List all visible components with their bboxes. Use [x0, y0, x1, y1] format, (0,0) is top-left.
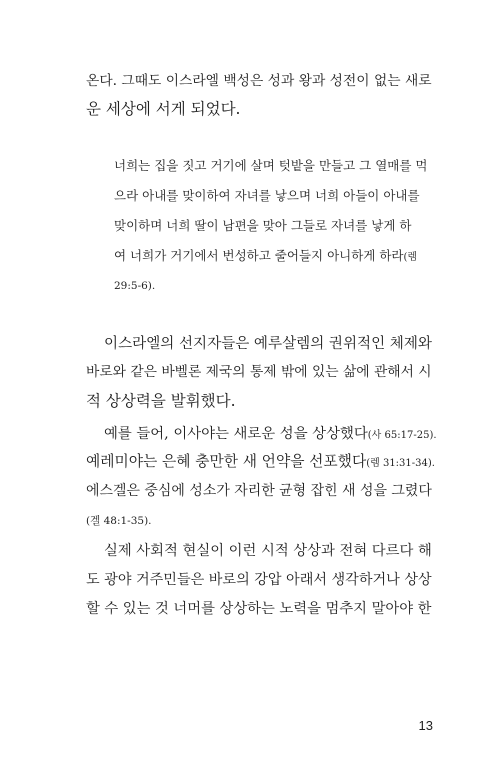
body-text-line — [104, 424, 437, 446]
quote-text-line: 맞이하며 너희 딸이 남편을 맞아 그들로 자녀를 낳게 하 — [114, 218, 412, 233]
body-text: 예레미야는 은혜 충만한 새 언약을 선포했다 — [86, 453, 367, 470]
body-text: 예를 들어, 이사야는 새로운 성을 상상했다 — [104, 426, 368, 442]
scripture-citation: (사 65:17-25). — [367, 430, 437, 441]
quote-text-line — [114, 247, 417, 267]
scripture-citation: 29:5-6). — [114, 280, 156, 292]
body-text-line: 실제 사회적 현실이 이런 시적 상상과 전혀 다르다 해 — [104, 543, 432, 559]
scripture-citation: (렘 31:31-34). — [366, 458, 435, 469]
page-number: 13 — [418, 718, 433, 733]
body-text-line: 온다. 그때도 이스라엘 백성은 성과 왕과 성전이 없는 새로 — [86, 73, 432, 89]
body-text-line: 에스겔은 중심에 성소가 자리한 균형 잡힌 새 성을 그렸다 — [86, 483, 432, 499]
quote-text-line: 너희는 집을 짓고 거기에 살며 텃밭을 만들고 그 열매를 먹 — [114, 158, 428, 173]
body-text-line: 적 상상력을 발휘했다. — [86, 392, 236, 410]
quote-text-line: 으라 아내를 맞이하여 자녀를 낳으며 너희 아들이 아내를 — [114, 188, 420, 203]
quote-text: 여 너희가 거기에서 번성하고 줄어들지 아니하게 하라 — [114, 248, 404, 263]
scripture-citation: (렘 — [403, 252, 418, 263]
body-text-line: 할 수 있는 것 너머를 상상하는 노력을 멈추지 말아야 한 — [86, 601, 432, 617]
body-text-line: 도 광야 거주민들은 바로의 강압 아래서 생각하거나 상상 — [86, 572, 432, 588]
body-text-line — [86, 452, 435, 474]
body-text-line: 운 세상에 서게 되었다. — [86, 100, 241, 118]
scripture-citation: (겔 48:1-35). — [86, 515, 152, 527]
body-text-line: 바로와 같은 바벨론 제국의 통제 밖에 있는 삶에 관해서 시 — [86, 364, 432, 380]
body-text-line: 이스라엘의 선지자들은 예루살렘의 권위적인 체제와 — [104, 335, 433, 352]
